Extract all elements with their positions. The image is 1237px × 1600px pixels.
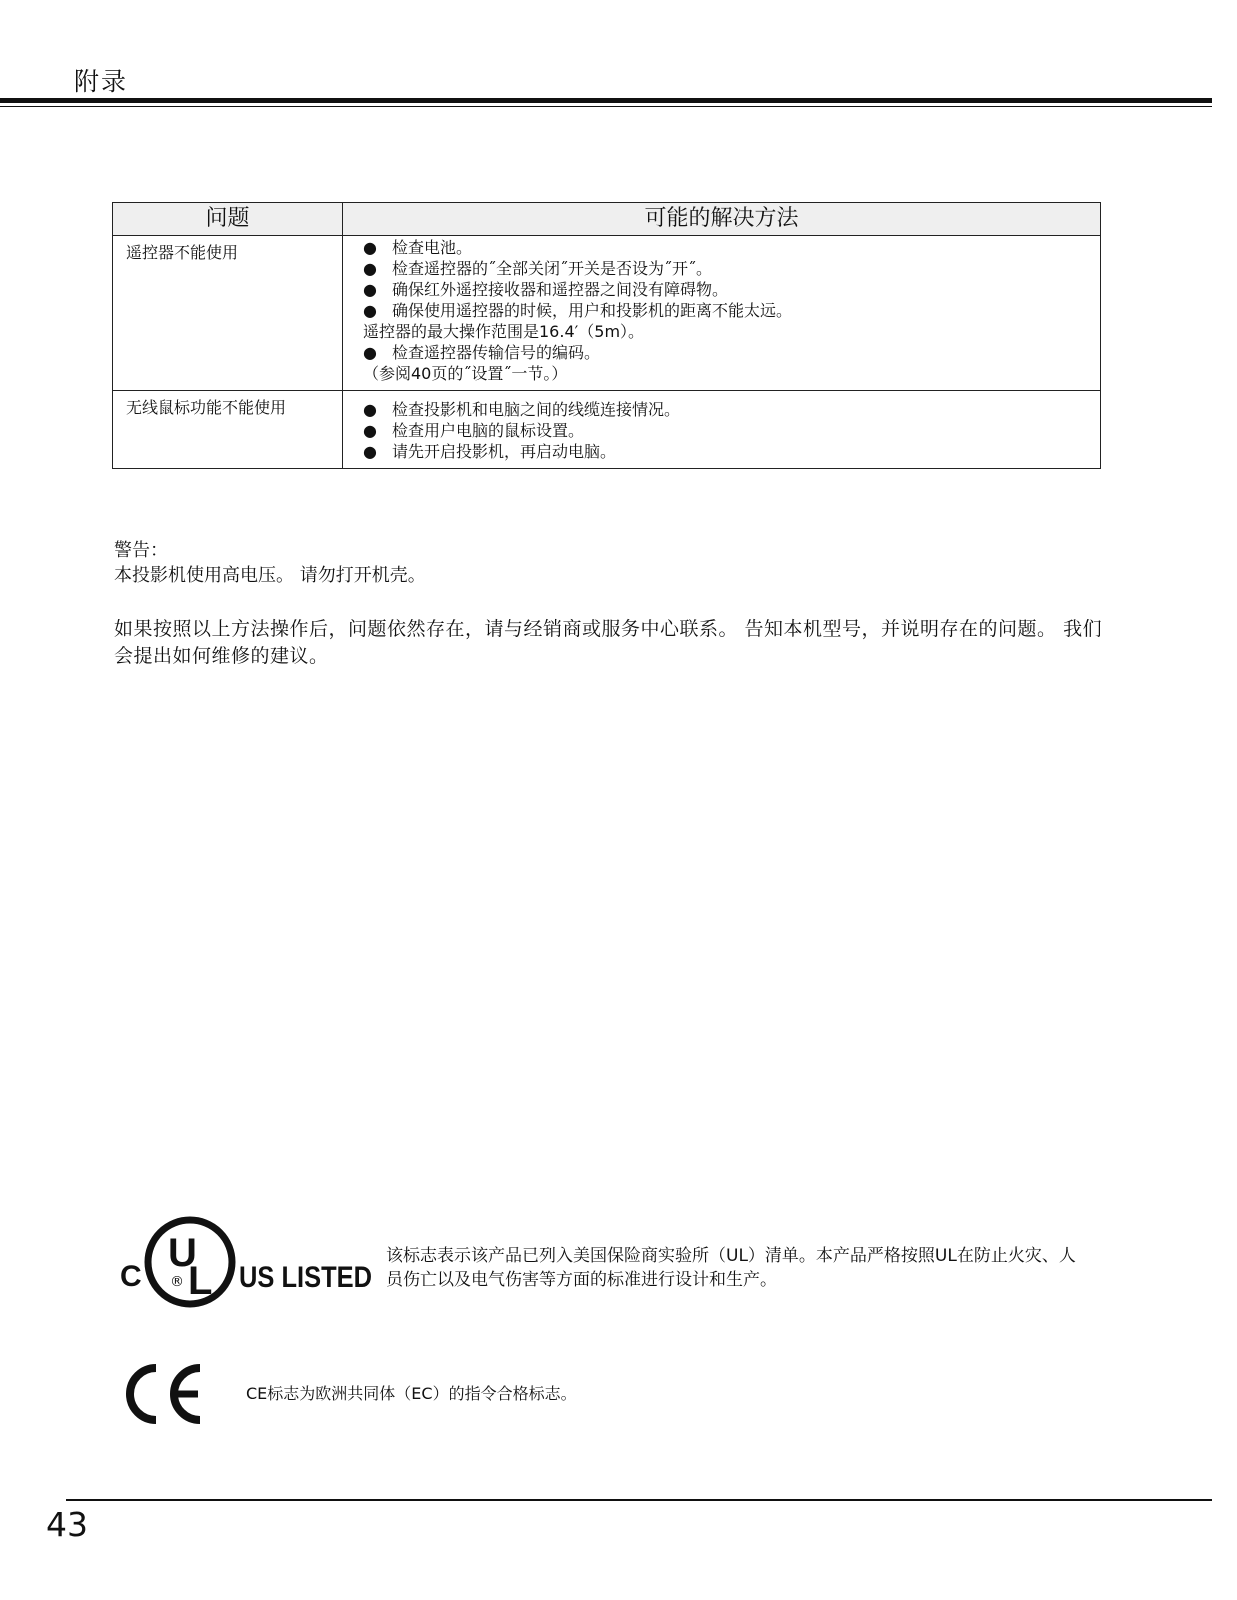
- bullet-icon: ●: [363, 301, 377, 320]
- solution-text: 检查投影机和电脑之间的线缆连接情况。: [392, 400, 681, 419]
- solution-line: [363, 300, 1100, 321]
- ul-logo-l: L: [188, 1259, 213, 1303]
- bullet-icon: ●: [363, 343, 377, 362]
- bullet-icon: ●: [363, 421, 377, 440]
- header-rule-thick: [0, 98, 1212, 103]
- bullet-icon: ●: [363, 238, 377, 257]
- ce-mark-icon: [120, 1362, 210, 1426]
- ce-description: CE标志为欧洲共同体（EC）的指令合格标志。: [246, 1384, 577, 1403]
- header-solution: 可能的解决方法: [343, 203, 1101, 236]
- warning-block: [114, 538, 426, 588]
- ul-logo-c: C: [120, 1260, 142, 1293]
- bullet-icon: ●: [363, 442, 377, 461]
- solution-line: [363, 441, 1100, 462]
- header-problem: 问题: [113, 203, 343, 236]
- solution-text: 遥控器的最大操作范围是16.4′（5m）。: [363, 322, 645, 341]
- table-header-row: [113, 203, 1101, 236]
- troubleshooting-table: [112, 202, 1101, 469]
- problem-cell: 遥控器不能使用: [113, 236, 343, 391]
- solution-text: 检查遥控器传输信号的编码。: [392, 343, 601, 362]
- table-row: [113, 236, 1101, 391]
- solution-line: [363, 399, 1100, 420]
- bullet-icon: ●: [363, 400, 377, 419]
- solution-line: [363, 342, 1100, 363]
- table-row: [113, 391, 1101, 469]
- footer-rule: [66, 1499, 1212, 1501]
- warning-label: 警告：: [114, 540, 168, 561]
- solution-text: （参阅40页的˝设置˝一节。）: [363, 364, 568, 383]
- solution-line: [363, 420, 1100, 441]
- ul-logo-registered: ®: [170, 1274, 184, 1290]
- solution-text: 请先开启投影机，再启动电脑。: [392, 442, 617, 461]
- solution-line: [363, 258, 1100, 279]
- ul-listed-logo: [118, 1212, 378, 1312]
- ul-description: 该标志表示该产品已列入美国保险商实验所（UL）清单。本产品严格按照UL在防止火灾、人员伤亡以及电气伤害等方面的标准进行设计和生产。: [386, 1246, 1076, 1290]
- page-number: 43: [46, 1505, 88, 1544]
- solution-text: 确保红外遥控接收器和遥控器之间没有障碍物。: [392, 280, 729, 299]
- solution-line: [363, 363, 1100, 384]
- solution-line: [363, 237, 1100, 258]
- header-rule-thin: [0, 106, 1212, 107]
- solution-text: 检查用户电脑的鼠标设置。: [392, 421, 585, 440]
- solution-line: [363, 279, 1100, 300]
- page-header-title: 附录: [74, 67, 129, 96]
- bullet-icon: ●: [363, 259, 377, 278]
- ul-logo-u: U: [168, 1231, 197, 1275]
- solution-cell: [343, 391, 1101, 469]
- solution-cell: [343, 236, 1101, 391]
- service-advice: 如果按照以上方法操作后，问题依然存在，请与经销商或服务中心联系。 告知本机型号，并说明存在的问题。 我们会提出如何维修的建议。: [114, 618, 1103, 667]
- solution-line: [363, 321, 1100, 342]
- solution-text: 确保使用遥控器的时候，用户和投影机的距离不能太远。: [392, 301, 793, 320]
- ul-logo-listed: US LISTED: [239, 1261, 372, 1294]
- solution-text: 检查电池。: [392, 238, 473, 257]
- problem-cell: 无线鼠标功能不能使用: [113, 391, 343, 469]
- solution-text: 检查遥控器的˝全部关闭˝开关是否设为˝开˝。: [392, 259, 713, 278]
- warning-text: 本投影机使用高电压。 请勿打开机壳。: [114, 565, 426, 586]
- bullet-icon: ●: [363, 280, 377, 299]
